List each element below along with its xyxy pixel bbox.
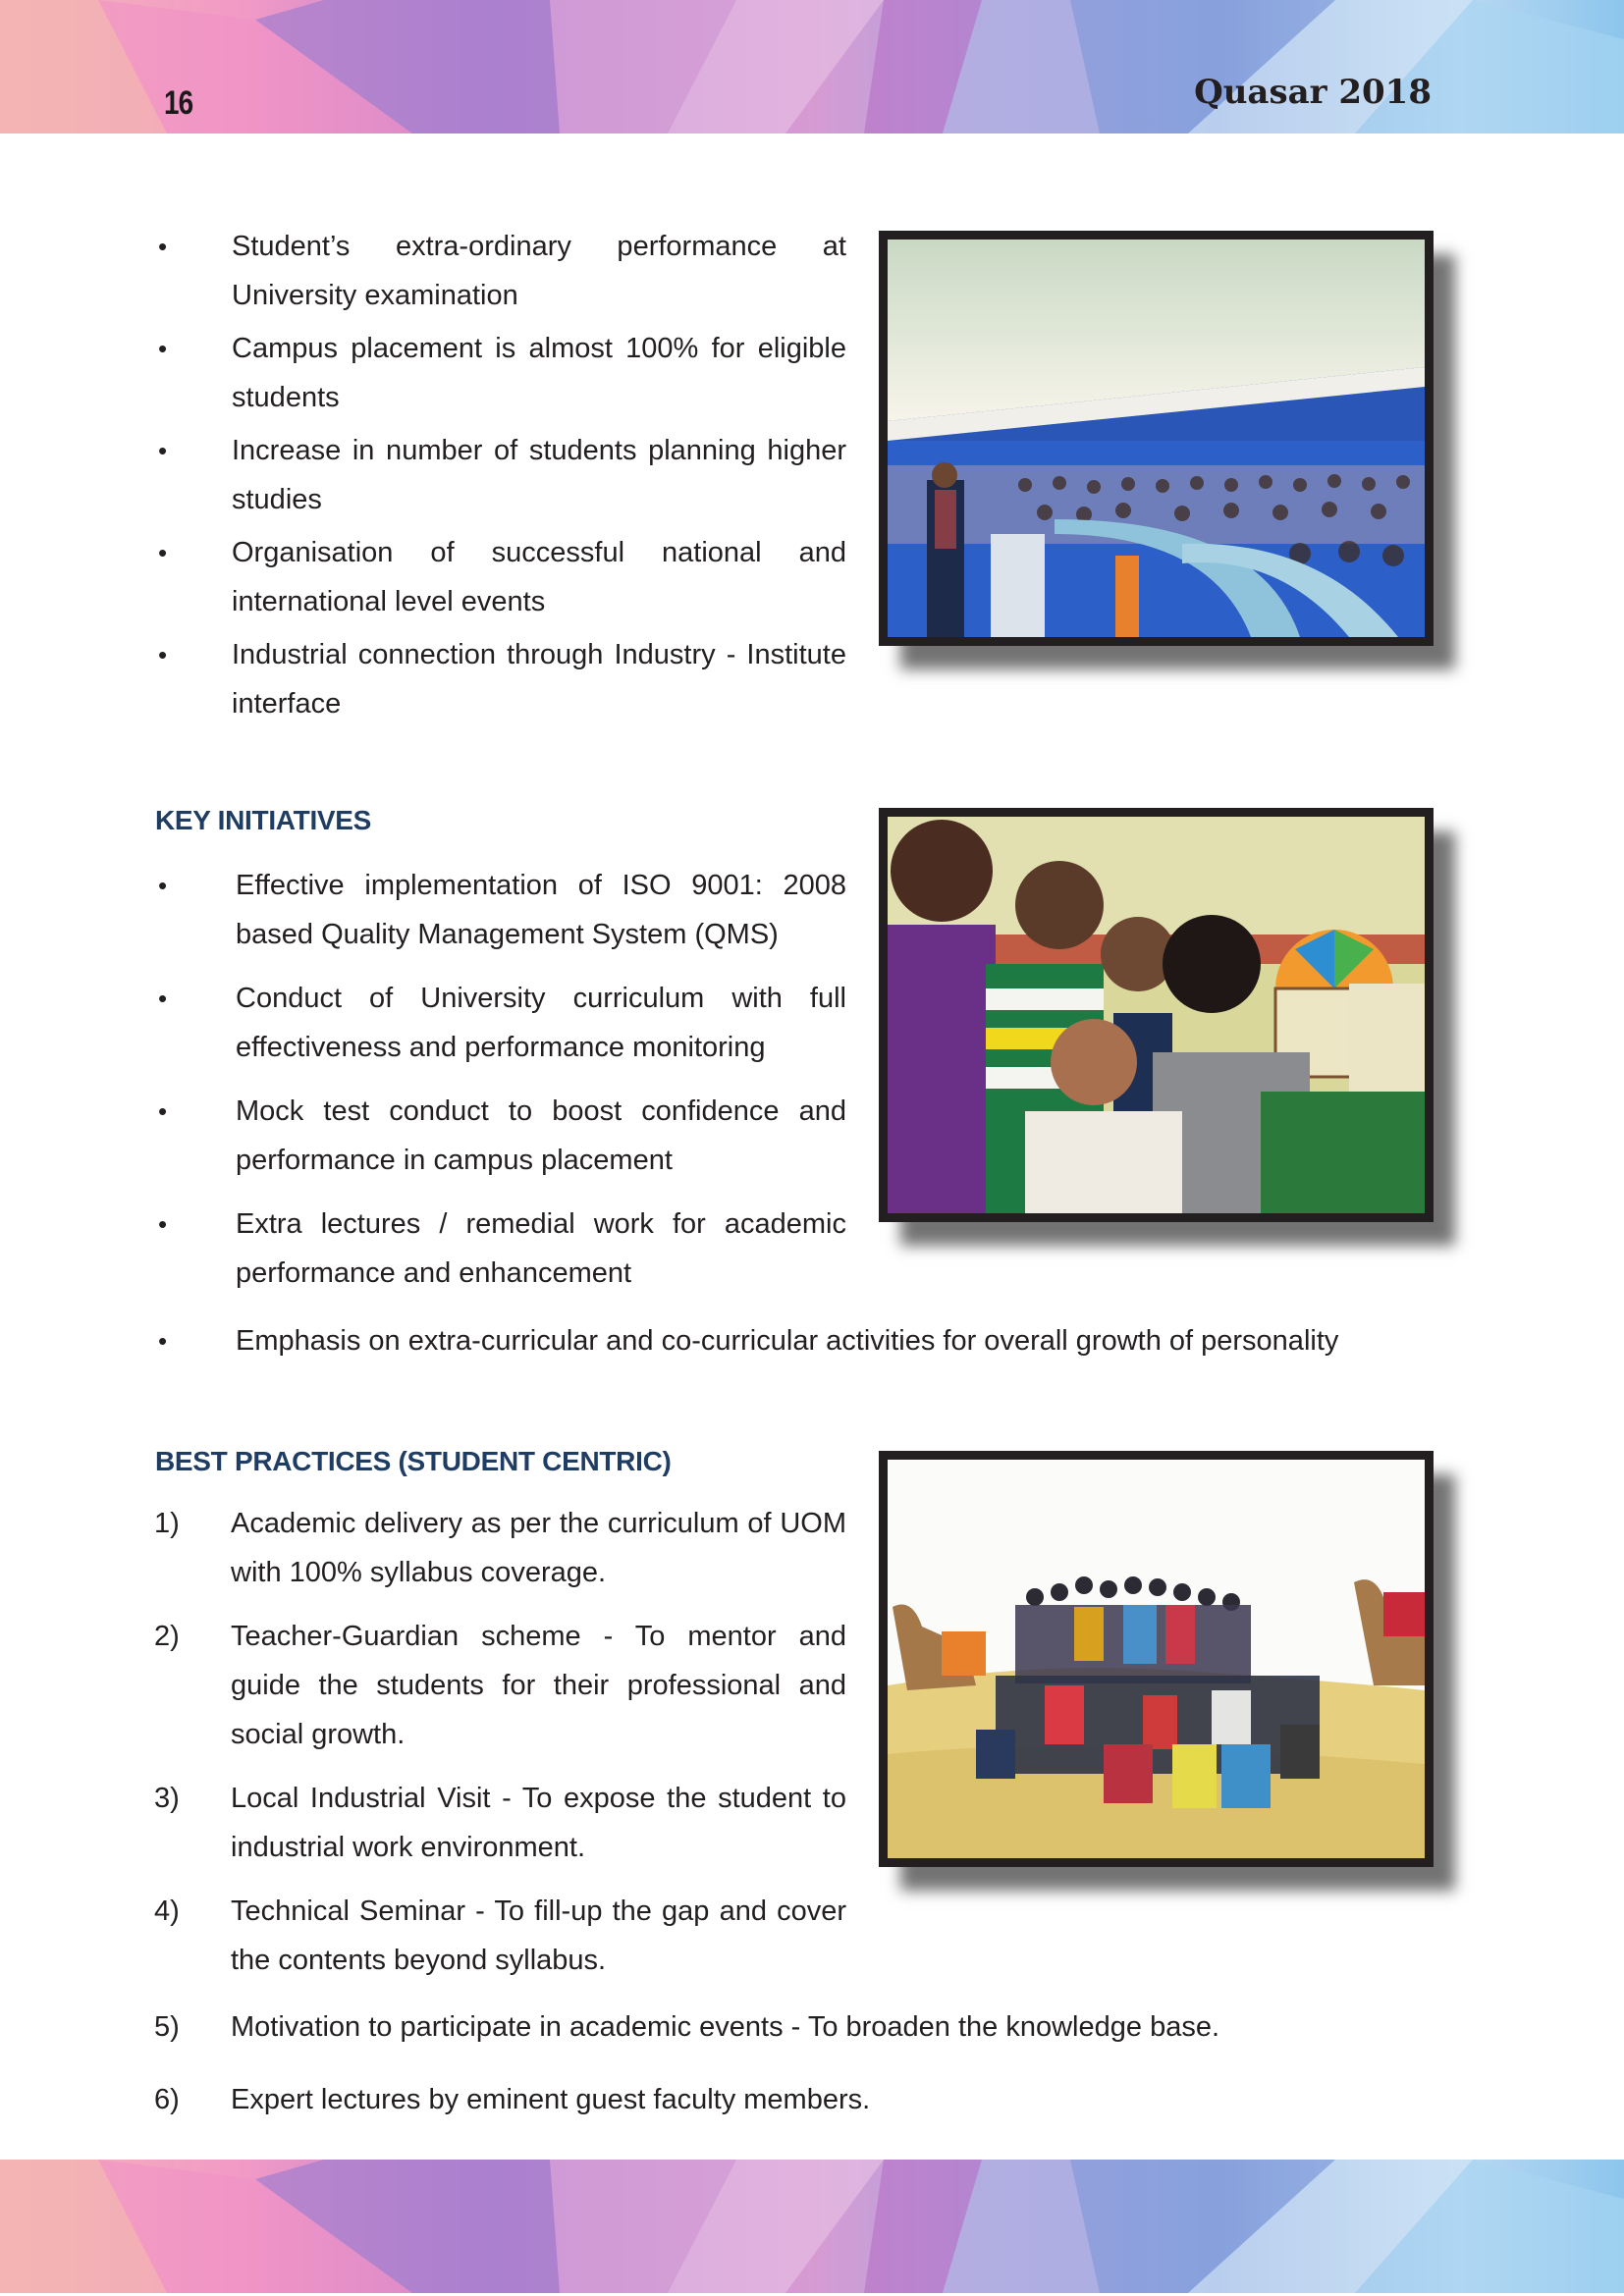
item-number: 3) [154, 1783, 180, 1814]
item-number: 2) [154, 1621, 180, 1652]
key-initiatives-section [154, 861, 846, 1312]
item-number: 6) [154, 2084, 180, 2115]
list-item-text: Increase in number of students planning higher studies [232, 435, 846, 515]
list-item-text: Industrial connection through Industry - Institute interface [232, 639, 846, 720]
students-lab-image [888, 817, 1425, 1213]
list-item-text: Academic delivery as per the curriculum of UOM with 100% syllabus coverage. [231, 1508, 846, 1588]
list-item [154, 1612, 846, 1759]
list-item [154, 630, 846, 728]
list-item-text: Effective implementation of ISO 9001: 2008 based Quality Management System (QMS) [236, 870, 846, 950]
list-item-text: Technical Seminar - To fill-up the gap and cover the contents beyond syllabus. [231, 1896, 846, 1976]
polygon-pattern-header [0, 0, 1624, 133]
list-item [154, 528, 846, 626]
list-item [154, 2075, 1332, 2124]
photo-group-desert [879, 1451, 1434, 1867]
best-practices-heading: BEST PRACTICES (STUDENT CENTRIC) [155, 1446, 672, 1476]
bullet-icon: • [158, 1096, 168, 1126]
key-initiatives-list [154, 861, 846, 1298]
list-item [154, 861, 846, 959]
group-desert-image [888, 1460, 1425, 1858]
list-item-text: Emphasis on extra-curricular and co-curricular activities for overall growth of personality [236, 1325, 1339, 1357]
list-item-text: Teacher-Guardian scheme - To mentor and guide the students for their professional and social growth. [231, 1621, 846, 1750]
best-practices-wide-item-5 [154, 2002, 1332, 2052]
list-item-text: Student’s extra-ordinary performance at University examination [232, 231, 846, 311]
bullet-icon: • [158, 436, 168, 465]
bullet-icon: • [158, 984, 168, 1013]
list-item-text: Mock test conduct to boost confidence and performance in campus placement [236, 1095, 846, 1176]
list-item [154, 1774, 846, 1872]
header-band [0, 0, 1624, 133]
item-number: 5) [154, 2011, 180, 2043]
list-item [154, 1499, 846, 1597]
list-item [154, 1316, 1470, 1365]
bullet-icon: • [158, 640, 168, 669]
list-item [154, 1087, 846, 1185]
photo-students-lab [879, 808, 1434, 1222]
footer-band [0, 2160, 1624, 2293]
list-item [154, 426, 846, 524]
bullet-icon: • [158, 1209, 168, 1239]
achievements-section [154, 222, 846, 732]
bullet-icon: • [158, 232, 168, 261]
key-initiatives-heading: KEY INITIATIVES [155, 805, 372, 835]
list-item-text: Organisation of successful national and international level events [232, 537, 846, 617]
achievements-list [154, 222, 846, 728]
bullet-icon: • [158, 871, 168, 900]
key-initiatives-wide-item [154, 1316, 1470, 1365]
best-practices-section [154, 1499, 846, 2000]
list-item [154, 324, 846, 422]
best-practices-wide-item-6 [154, 2075, 1332, 2124]
bullet-icon: • [158, 334, 168, 363]
page-number: 16 [164, 84, 193, 122]
best-practices-list [154, 1499, 846, 1985]
list-item [154, 1887, 846, 1985]
list-item [154, 1200, 846, 1298]
publication-title: Quasar 2018 [1194, 73, 1432, 112]
list-item-text: Extra lectures / remedial work for academic performance and enhancement [236, 1208, 846, 1289]
lecture-hall-image [888, 240, 1425, 637]
item-number: 1) [154, 1508, 180, 1539]
bullet-icon: • [158, 538, 168, 567]
list-item-text: Campus placement is almost 100% for eligible students [232, 333, 846, 413]
list-item [154, 222, 846, 320]
photo-lecture-hall [879, 231, 1434, 646]
polygon-pattern-footer [0, 2160, 1624, 2293]
list-item [154, 2002, 1332, 2052]
list-item-text: Local Industrial Visit - To expose the student to industrial work environment. [231, 1783, 846, 1863]
list-item [154, 974, 846, 1072]
list-item-text: Motivation to participate in academic events - To broaden the knowledge base. [231, 2011, 1220, 2043]
bullet-icon: • [158, 1326, 168, 1356]
item-number: 4) [154, 1896, 180, 1927]
list-item-text: Conduct of University curriculum with full effectiveness and performance monitoring [236, 983, 846, 1063]
list-item-text: Expert lectures by eminent guest faculty members. [231, 2084, 871, 2115]
